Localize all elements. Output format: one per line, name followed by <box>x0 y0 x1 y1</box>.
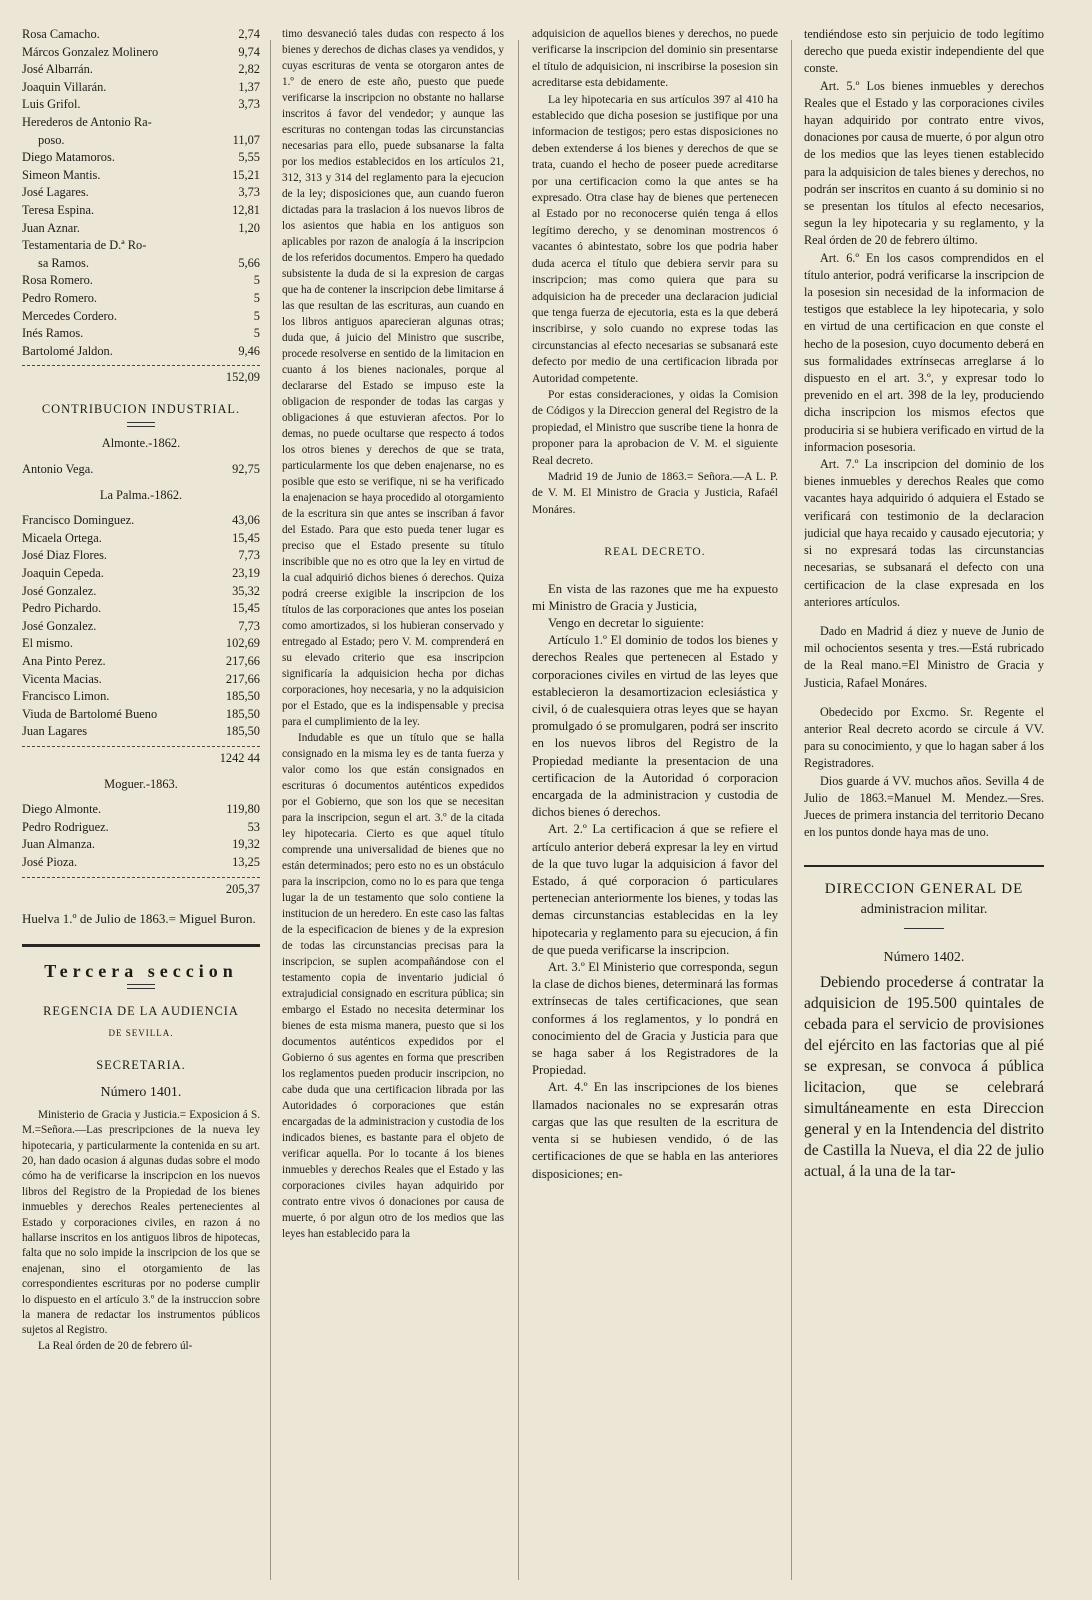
contributor-name: Pedro Romero. <box>22 290 98 305</box>
list-row <box>22 836 260 854</box>
contribution-amount: 185,50 <box>225 724 260 739</box>
contribution-list <box>22 801 260 871</box>
decree-article: Art. 7.º La inscripcion del dominio de los bienes inmuebles y derechos Reales que como vacantes haya adquirido ó adquiera el Estado se verificará con testimonio de la declaracion judicial que haya recaido y causado ejecutoria; y si no expresará todas las circunstancias necesarias, se subsanará el defecto con una certificacion de la clase expresada en los anteriores artículos. <box>804 457 1044 609</box>
contributor-name: Diego Almonte. <box>22 802 102 817</box>
contribution-amount: 9,74 <box>238 44 260 59</box>
body-paragraph: La ley hipotecaria en sus artículos 397 al 410 ha establecido que dicha posesion se justifique por una informacion de testigos; pero estas disposiciones no deben extenderse á los bienes y derechos de que se trata, cuando el hecho de poseer puede acreditarse por una certificacion como la que antes se ha expresado. Otra clase hay de bienes que pertenecen al Estado por no reconocerse quién tenga á ellos legítimo derecho, y se denominan mostrencos ó vacantes ó abintestato, sobre los que podria haber duda acerca el título que debiera servir para su inscripcion; mas como quiera que para su adquisicion ha de preceder una declaracion judicial que tenga fuerza de ejecutoria, esta es la que deberá inscribirse, y solo cuando no exprese todas las circunstancias al efecto necesarias se subsanará este defecto por medio de una certificacion librada por Autoridad competente. <box>532 92 778 385</box>
direction-heading: DIRECCION GENERAL DE <box>824 881 1024 898</box>
contributor-name: Antonio Vega. <box>22 462 94 477</box>
decree-article: Art. 4.º En las inscripciones de los bienes llamados nacionales no se expresarán otras cargas que las que resulten de la escritura de venta si se hubiesen vendido, ó de las certificaciones de que se habla en las anteriores disposiciones; en- <box>532 1080 778 1181</box>
contribution-amount: 13,25 <box>232 854 260 869</box>
contributor-name: Viuda de Bartolomé Bueno <box>22 706 158 721</box>
contribution-list <box>22 461 260 479</box>
decree-closing: Dado en Madrid á diez y nueve de Junio de mil ochocientos sesenta y tres.—Está rubricado de la Real mano.=El Ministro de Gracia y Justicia, Rafael Monáres. <box>804 623 1044 690</box>
decree-article: Artículo 1.º El dominio de todos los bienes y derechos Reales que pertenecen al Estado y corporaciones civiles en virtud de las leyes que establecieron la desamortizacion eclesiástica y civil, ó de cualesquiera otras leyes que se hayan promulgado ó se promulgaren, podrá ser inscrito en los nuevos libros del Registro de la Propiedad mediante la presentacion de una certificacion de la Autoridad ó corporacion encargada de la administracion y custodia de dichos bienes ó derechos. <box>532 633 778 820</box>
contributor-name: Herederos de Antonio Ra- <box>22 114 152 129</box>
contribution-amount: 1,20 <box>238 220 260 235</box>
contributor-name: Juan Almanza. <box>22 837 95 852</box>
contributor-name: Juan Aznar. <box>22 220 80 235</box>
list-total: 1242 44 <box>22 746 260 768</box>
list-row <box>22 308 260 326</box>
circular-paragraph: Dios guarde á VV. muchos años. Sevilla 4 de Julio de 1863.=Manuel M. Mendez.—Sres. Jueces de primera instancia del territorio Decano en los puntos donde haya mas de uno. <box>804 773 1044 840</box>
contribution-amount: 5 <box>253 290 260 305</box>
list-row <box>22 167 260 185</box>
contributor-name: Joaquin Villarán. <box>22 79 107 94</box>
list-row <box>22 343 260 361</box>
contribution-amount: 15,45 <box>232 530 260 545</box>
body-paragraph: tendiéndose esto sin perjuicio de todo legítimo derecho que pueda existir independiente del que conste. <box>804 27 1044 76</box>
signoff: Huelva 1.º de Julio de 1863.= Miguel Buron. <box>22 911 256 927</box>
contributor-name: Rosa Camacho. <box>22 27 100 41</box>
contribution-amount: 3,73 <box>238 185 260 200</box>
list-row <box>22 801 260 819</box>
contributor-name: Juan Lagares <box>22 724 88 739</box>
contribution-amount: 12,81 <box>232 202 260 217</box>
thick-rule <box>22 944 260 947</box>
contribution-amount: 3,73 <box>238 97 260 112</box>
contribution-list <box>22 26 260 360</box>
contribution-amount: 2,74 <box>238 27 260 41</box>
contribution-amount: 15,21 <box>232 167 260 182</box>
list-row <box>22 600 260 618</box>
contributor-name: Vicenta Macias. <box>22 671 102 686</box>
list-row <box>22 149 260 167</box>
contributor-name: Bartolomé Jaldon. <box>22 343 113 358</box>
contribution-amount <box>214 237 260 255</box>
regencia-heading: REGENCIA DE LA AUDIENCIA <box>43 1004 239 1019</box>
body-paragraph: Por estas consideraciones, y oidas la Comision de Códigos y la Direccion general del Registro de la propiedad, el Ministro que suscribe tiene la honra de proponer para la aprobacion de V. M. el siguiente Real decreto. <box>532 387 778 467</box>
decree-article: Art. 6.º En los casos comprendidos en el título anterior, podrá verificarse la inscripcion de la posesion sin necesidad de la informacion de testigos que establece la ley hipotecaria, y solo en virtud de una certificacion en que conste el hecho de la posesion, cuyo documento deberá en sus formalidades extrínsecas arreglarse á lo dispuesto en el art. 3.º, y expresar todo lo prevenido en el art. 398 de la ley, produciendo dicha inscripcion los mismos efectos que produciria si se hubiera verificado en virtud de la informacion posesoria. <box>804 250 1044 454</box>
contribution-amount: 217,66 <box>225 654 260 668</box>
contribution-amount: 185,50 <box>225 689 260 704</box>
list-row <box>22 461 260 479</box>
column-3 <box>532 26 778 1183</box>
column-divider <box>518 40 519 1580</box>
contributor-name: José Pioza. <box>22 854 78 869</box>
contributor-name: poso. <box>38 132 65 147</box>
contributor-name: Teresa Espina. <box>22 202 95 217</box>
list-row <box>22 688 260 706</box>
contributor-name: sa Ramos. <box>38 255 89 270</box>
contribution-amount: 7,73 <box>238 618 260 633</box>
direction-subheading: administracion militar. <box>860 901 988 917</box>
contributor-name: José Albarrán. <box>22 62 93 77</box>
contribution-amount: 15,45 <box>232 601 260 616</box>
contributor-name: Márcos Gonzalez Molinero <box>22 44 159 59</box>
contribution-amount: 5,66 <box>238 255 260 270</box>
section-title: Tercera seccion <box>44 960 238 981</box>
list-row <box>22 96 260 114</box>
contribution-amount: 5 <box>253 308 260 323</box>
list-total: 205,37 <box>22 877 260 899</box>
list-row <box>22 723 260 741</box>
list-row <box>22 255 260 273</box>
contribution-amount: 102,69 <box>225 636 260 651</box>
contribution-amount: 53 <box>247 819 260 834</box>
list-row <box>22 237 260 255</box>
contributor-name: Pedro Pichardo. <box>22 601 102 616</box>
contributor-name: José Lagares. <box>22 185 89 200</box>
list-row <box>22 671 260 689</box>
list-row <box>22 547 260 565</box>
contribution-amount: 5 <box>253 326 260 341</box>
column-4 <box>804 26 1044 1182</box>
column-1 <box>22 26 260 1354</box>
ornament-divider <box>127 984 155 989</box>
list-row <box>22 44 260 62</box>
contributor-name: José Diaz Flores. <box>22 548 107 563</box>
contributor-name: Micaela Ortega. <box>22 530 102 545</box>
number-heading: Número 1401. <box>100 1085 182 1101</box>
body-paragraph: Indudable es que un título que se halla consignado en la misma ley es de tanta fuerza y valor como los que están consignados en escrituras ó documentos auténticos expedidos por el Gobierno, que son los que se necesitan para la inscripcion, segun el art. 3.º de la citada ley hipotecaria. Cierto es que aquel título comprende una universalidad de bienes que no están determinados; pero esto no es un obstáculo para la inscripcion, como no lo es para que tenga lugar la de un testamento que solo contiene la institucion de un heredero. En este caso las faltas de la especificacion de bienes y de la expresion de todas las circunstancias precisas para la inscripcion, se suplen acompañándose con el testamento copia de inventario judicial ó extrajudicial consignado en escritura pública; sin embargo el Estado no necesita determinar los bienes de esta misma manera, puesto que si los documentos auténticos expedidos por el Gobierno ó sus agentes en forma que prescriben los reglamentos pueden producir inscripcion, no cabe duda que una certificacion librada por las Autoridades ó corporaciones que están encargadas de la administracion y custodia de los indicados bienes, es bastante para el objeto de verificar aquella. Por lo tocante á los bienes inmuebles y derechos Reales que el Estado y las corporaciones civiles hayan adquirido por contrato entre vivos ó donaciones por causa de muerte, ó por algun otro de los medios que las leyes han establecido para la <box>282 732 504 1240</box>
list-row <box>22 512 260 530</box>
list-row <box>22 26 260 44</box>
list-row <box>22 819 260 837</box>
secretaria-heading: SECRETARIA. <box>96 1057 186 1072</box>
contribution-amount: 7,73 <box>238 548 260 563</box>
list-row <box>22 583 260 601</box>
contribution-amount: 92,75 <box>232 462 260 477</box>
contribution-amount: 185,50 <box>225 706 260 721</box>
place-heading: Moguer.-1863. <box>104 776 178 791</box>
contribution-list <box>22 512 260 741</box>
list-row <box>22 184 260 202</box>
list-row <box>22 530 260 548</box>
list-row <box>22 635 260 653</box>
list-row <box>22 79 260 97</box>
place-heading: La Palma.-1862. <box>99 487 183 502</box>
contribution-amount: 5 <box>253 273 260 288</box>
decree-article: Art. 2.º La certificacion á que se refiere el artículo anterior deberá expresar la ley en virtud de la que tuvo lugar la adquisicion á favor del Estado, á qué corporacion ó particulares pertenecian anteriormente los bienes, y todas las demas circunstancias establecidas en la ley hipotecaria y reglamento para su ejecucion, á fin de que pueda verificarse la inscripcion. <box>532 822 778 957</box>
contributor-name: El mismo. <box>22 636 73 651</box>
exposition-text: Ministerio de Gracia y Justicia.= Exposicion á S. M.=Señora.—Las prescripciones de la nueva ley hipotecaria, y particularmente la contenida en su art. 20, han dado ocasion á algunas dudas sobre el modo cómo ha de verificarse la inscripcion en los nuevos libros del Registro de la Propiedad de los bienes inmuebles y derechos Reales pertenecientes al Estado y corporaciones civiles, en razon á no hallarse inscritos en los antiguos libros de hipotecas, falta que no solo impide la inscripcion de los que se enajenan, sino el otorgamiento de las correspondientes escrituras por no poderse cumplir lo dispuesto en el artículo 3.º de la instruccion sobre la manera de redactar los instrumentos públicos sujetos al Registro. <box>22 1108 260 1337</box>
contributor-name: Francisco Dominguez. <box>22 513 135 528</box>
contribution-amount: 35,32 <box>232 583 260 598</box>
contributor-name: Diego Matamoros. <box>22 150 115 165</box>
body-paragraph: Madrid 19 de Junio de 1863.= Señora.—A L. P. de V. M. El Ministro de Gracia y Justicia, Rafaél Monáres. <box>532 469 778 516</box>
body-paragraph: timo desvaneció tales dudas con respecto á los bienes y derechos de dichas clases ya vendidos, y cuyas escrituras de venta se otorgaron antes de 1.º de enero de este año, puesto que puede verificarse la inscripcion no obstante no hallarse inscritos á favor del vendedor; y aunque las escrituras no contengan todas las circunstancias necesarias para ello, puede subsanarse la falta por los medios establecidos en los artículos 21, 312, 313 y 314 del reglamento para la ejecucion de la ley; disposiciones que, aun cuando fueron dictadas para la traslacion á los nuevos libros de los asientos que habia en los antiguos son aplicables por razon de analogía á la inscripcion de los referidos documentos. Empero ha quedado subsistente la duda de si la expresion de cargas que ha de contener la inscripcion debe limitarse á las que resultan de las escrituras, aun cuando en los libros antiguos aparecieran algunas otras; duda que, á juicio del Ministro que suscribe, procede resolverse en sentido de la limitacion en cuanto á los bienes nacionales, porque al declararse del Estado se impuso este la obligacion de responder de todas las cargas y obligaciones á que estuvieran afectos. Por lo demas, no puede ocultarse que respecto á todos los otros bienes y derechos de que se trata, particularmente los que deben enajenarse, no es posible que esto se verifique, ni se ha verificado la enajenacion se haya procedido al otorgamiento de la escritura sin que antes se inscriban á favor del Estado. Para que esto pueda tener lugar es preciso que el Estado presente su título inscribible que no es otro que la ley en virtud de la cual adquirió dichos bienes ó derechos. Quiza podrá creerse exigible la inscripcion de los títulos de las corporaciones que antes los poseian como amortizados, si los hubieran conservado y entregado al Estado; pero V. M. comprenderá en su elevado criterio que esa inscripcion significaría la adquisicion hecha por dichas corporaciones, hoy necesaria, y no la adquisicion por el Estado, que es la indispensable y precisa para el cumplimiento de la ley. <box>282 28 504 728</box>
contributor-name: Mercedes Cordero. <box>22 308 117 323</box>
place-heading: Almonte.-1862. <box>101 436 181 451</box>
contribution-amount: 2,82 <box>238 62 260 77</box>
list-row <box>22 220 260 238</box>
contribution-amount: 43,06 <box>232 513 260 528</box>
list-row <box>22 114 260 132</box>
list-row <box>22 854 260 872</box>
list-row <box>22 61 260 79</box>
list-row <box>22 290 260 308</box>
contribution-amount: 119,80 <box>226 802 260 817</box>
list-row <box>22 618 260 636</box>
exposition-text: La Real órden de 20 de febrero úl- <box>38 1339 193 1352</box>
regencia-subheading: DE SEVILLA. <box>108 1027 174 1038</box>
contributor-name: José Gonzalez. <box>22 583 97 598</box>
list-row <box>22 325 260 343</box>
ornament-divider <box>127 422 155 427</box>
column-2 <box>282 26 504 1242</box>
circular-paragraph: Obedecido por Excmo. Sr. Regente el anterior Real decreto acordo se circule á VV. para su conocimiento, y que lo hagan saber á los Registradores. <box>804 704 1044 771</box>
contributor-name: Pedro Rodriguez. <box>22 819 109 834</box>
contributor-name: Testamentaria de D.ª Ro- <box>22 238 147 253</box>
contribution-amount: 11,07 <box>232 132 260 147</box>
list-row <box>22 272 260 290</box>
contributor-name: Simeon Mantis. <box>22 167 101 182</box>
column-divider <box>791 40 792 1580</box>
contributor-name: Francisco Limon. <box>22 689 110 704</box>
contributor-name: Luis Grifol. <box>22 97 81 112</box>
decree-paragraph: En vista de las razones que me ha expuesto mi Ministro de Gracia y Justicia, <box>532 581 778 613</box>
list-row <box>22 653 260 671</box>
contribution-amount: 217,66 <box>225 671 260 686</box>
tender-paragraph: Debiendo procederse á contratar la adquisicion de 195.500 quintales de cebada para el servicio de provisiones del ejército en las factorias que al pié se expresan, se convoca á pública licitacion, que se celebrará simultáneamente en esta Direccion general y en la Intendencia del distrito de Castilla la Nueva, el dia 22 de julio actual, á la una de la tar- <box>804 973 1044 1180</box>
contribution-amount: 19,32 <box>232 837 260 852</box>
contributor-name: Rosa Romero. <box>22 273 93 288</box>
decree-article: Art. 3.º El Ministerio que corresponda, segun la clase de dichos bienes, determinará las formas extrínsecas de tales certificaciones, que sean conformes á los reglamentos, y lo pondrá en conocimiento del de Gracia y Justicia para que se haga saber á los Registradores de la Propiedad. <box>532 960 778 1078</box>
decree-paragraph: Vengo en decretar lo siguiente: <box>548 616 704 630</box>
decree-article: Art. 5.º Los bienes inmuebles y derechos Reales que el Estado y las corporaciones civiles hayan adquirido por contrato entre vivos, donaciones por causa de muerte, ó por algun otro de los medios que las leyes tienen establecido para la adquisicion de tales bienes y derechos, no podrán ser inscritos en cuanto á su dominio si no se presentan los títulos al efecto necesarios, segun la ley hipotecaria y su reglamento, y la Real órden de 20 de febrero último. <box>804 78 1044 248</box>
contributor-name: José Gonzalez. <box>22 618 97 633</box>
contributor-name: Inés Ramos. <box>22 326 84 341</box>
contribution-amount: 1,37 <box>238 79 260 94</box>
list-total: 152,09 <box>22 365 260 387</box>
body-paragraph: adquisicion de aquellos bienes y derechos, no puede verificarse la inscripcion del dominio sin presentarse el título de adquisicion, ni inscribirse la posesion sin acreditarse esta debidamente. <box>532 27 778 90</box>
contributor-name: Ana Pinto Perez. <box>22 654 106 668</box>
contribution-amount: 9,46 <box>238 343 260 358</box>
contribution-amount: 5,55 <box>238 150 260 165</box>
contributor-name: Joaquin Cepeda. <box>22 566 104 581</box>
column-divider <box>270 40 271 1580</box>
list-row <box>22 706 260 724</box>
thick-rule <box>804 865 1044 867</box>
section-heading: CONTRIBUCION INDUSTRIAL. <box>41 401 241 416</box>
number-heading: Número 1402. <box>883 949 965 965</box>
decree-title: REAL DECRETO. <box>604 546 706 559</box>
list-row <box>22 565 260 583</box>
contribution-amount <box>214 114 260 132</box>
list-row <box>22 202 260 220</box>
list-row <box>22 132 260 150</box>
contribution-amount: 23,19 <box>232 566 260 581</box>
short-rule <box>904 928 944 929</box>
